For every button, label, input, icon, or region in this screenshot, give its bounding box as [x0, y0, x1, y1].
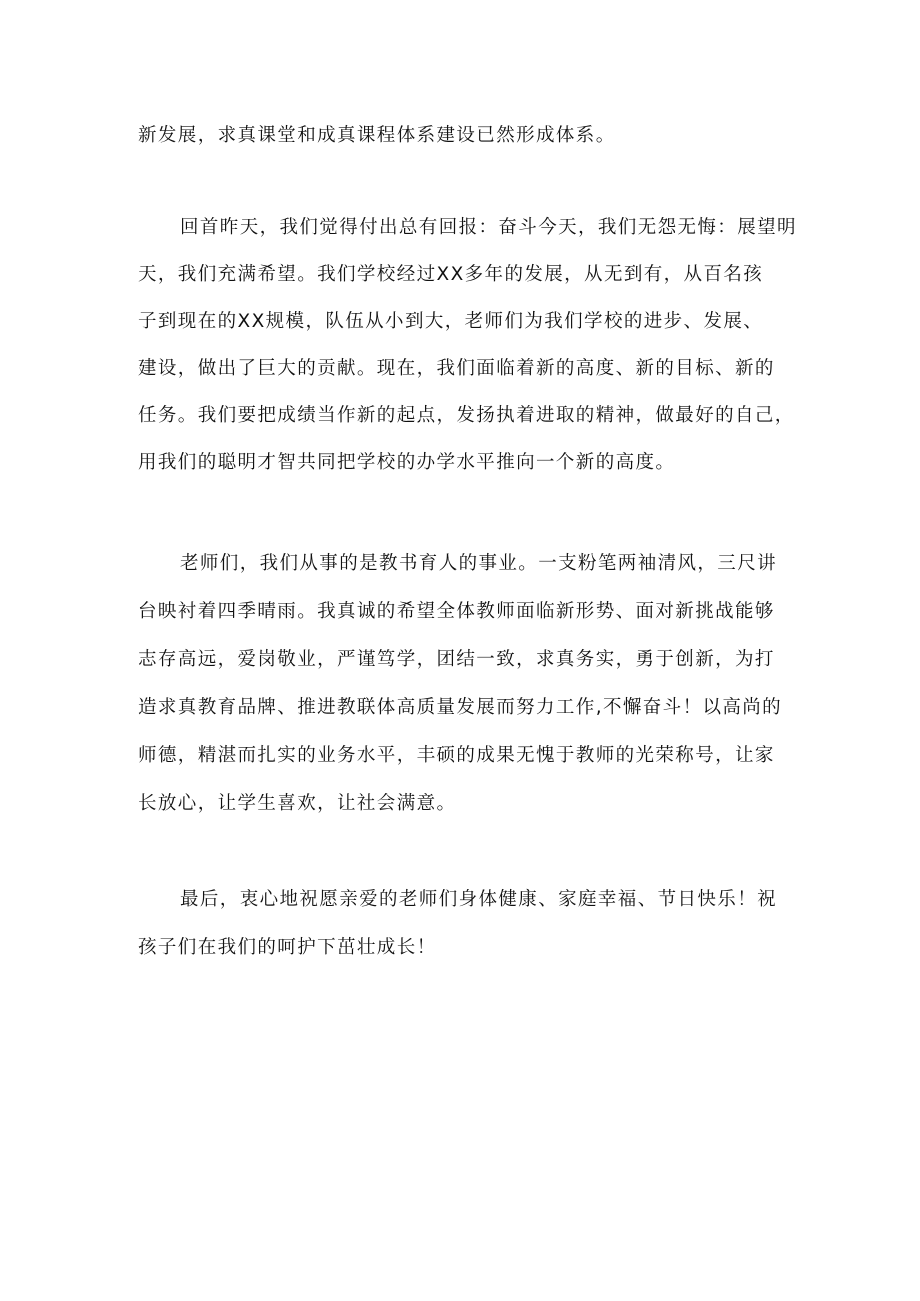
paragraph-3-line-6: 长放心，让学生喜欢，让社会满意。 [138, 793, 457, 814]
paragraph-3-line-2: 台映衬着四季晴雨。我真诚的希望全体教师面临新形势、面对新挑战能够 [138, 601, 775, 622]
paragraph-4-line-1: 最后，衷心地祝愿亲爱的老师们身体健康、家庭幸福、节日快乐！祝 [180, 889, 778, 910]
paragraph-3-line-3: 志存高远，爱岗敬业，严谨笃学，团结一致，求真务实，勇于创新，为打 [138, 649, 775, 670]
paragraph-3-line-5: 师德，精湛而扎实的业务水平，丰硕的成果无愧于教师的光荣称号，让家 [138, 745, 775, 766]
paragraph-2-line-1: 回首昨天，我们觉得付出总有回报：奋斗今天，我们无怨无悔：展望明 [180, 217, 797, 238]
paragraph-2-line-3: 子到现在的XX规模，队伍从小到大，老师们为我们学校的进步、发展、 [138, 311, 764, 332]
paragraph-4-line-2: 孩子们在我们的呵护下茁壮成长！ [138, 937, 437, 958]
paragraph-2-line-4: 建设，做出了巨大的贡献。现在，我们面临着新的高度、新的目标、新的 [138, 358, 775, 379]
paragraph-3-line-4: 造求真教育品牌、推进教联体高质量发展而努力工作,不懈奋斗！以高尚的 [138, 697, 783, 718]
paragraph-2-line-2: 天，我们充满希望。我们学校经过XX多年的发展，从无到有，从百名孩 [138, 264, 764, 285]
paragraph-1-line-1: 新发展，求真课堂和成真课程体系建设已然形成体系。 [138, 125, 616, 146]
paragraph-2-line-5: 任务。我们要把成绩当作新的起点，发扬执着进取的精神，做最好的自己， [138, 405, 795, 426]
paragraph-3-line-1: 老师们，我们从事的是教书育人的事业。一支粉笔两袖清风，三尺讲 [180, 553, 778, 574]
paragraph-2-line-6: 用我们的聪明才智共同把学校的办学水平推向一个新的高度。 [138, 452, 676, 473]
